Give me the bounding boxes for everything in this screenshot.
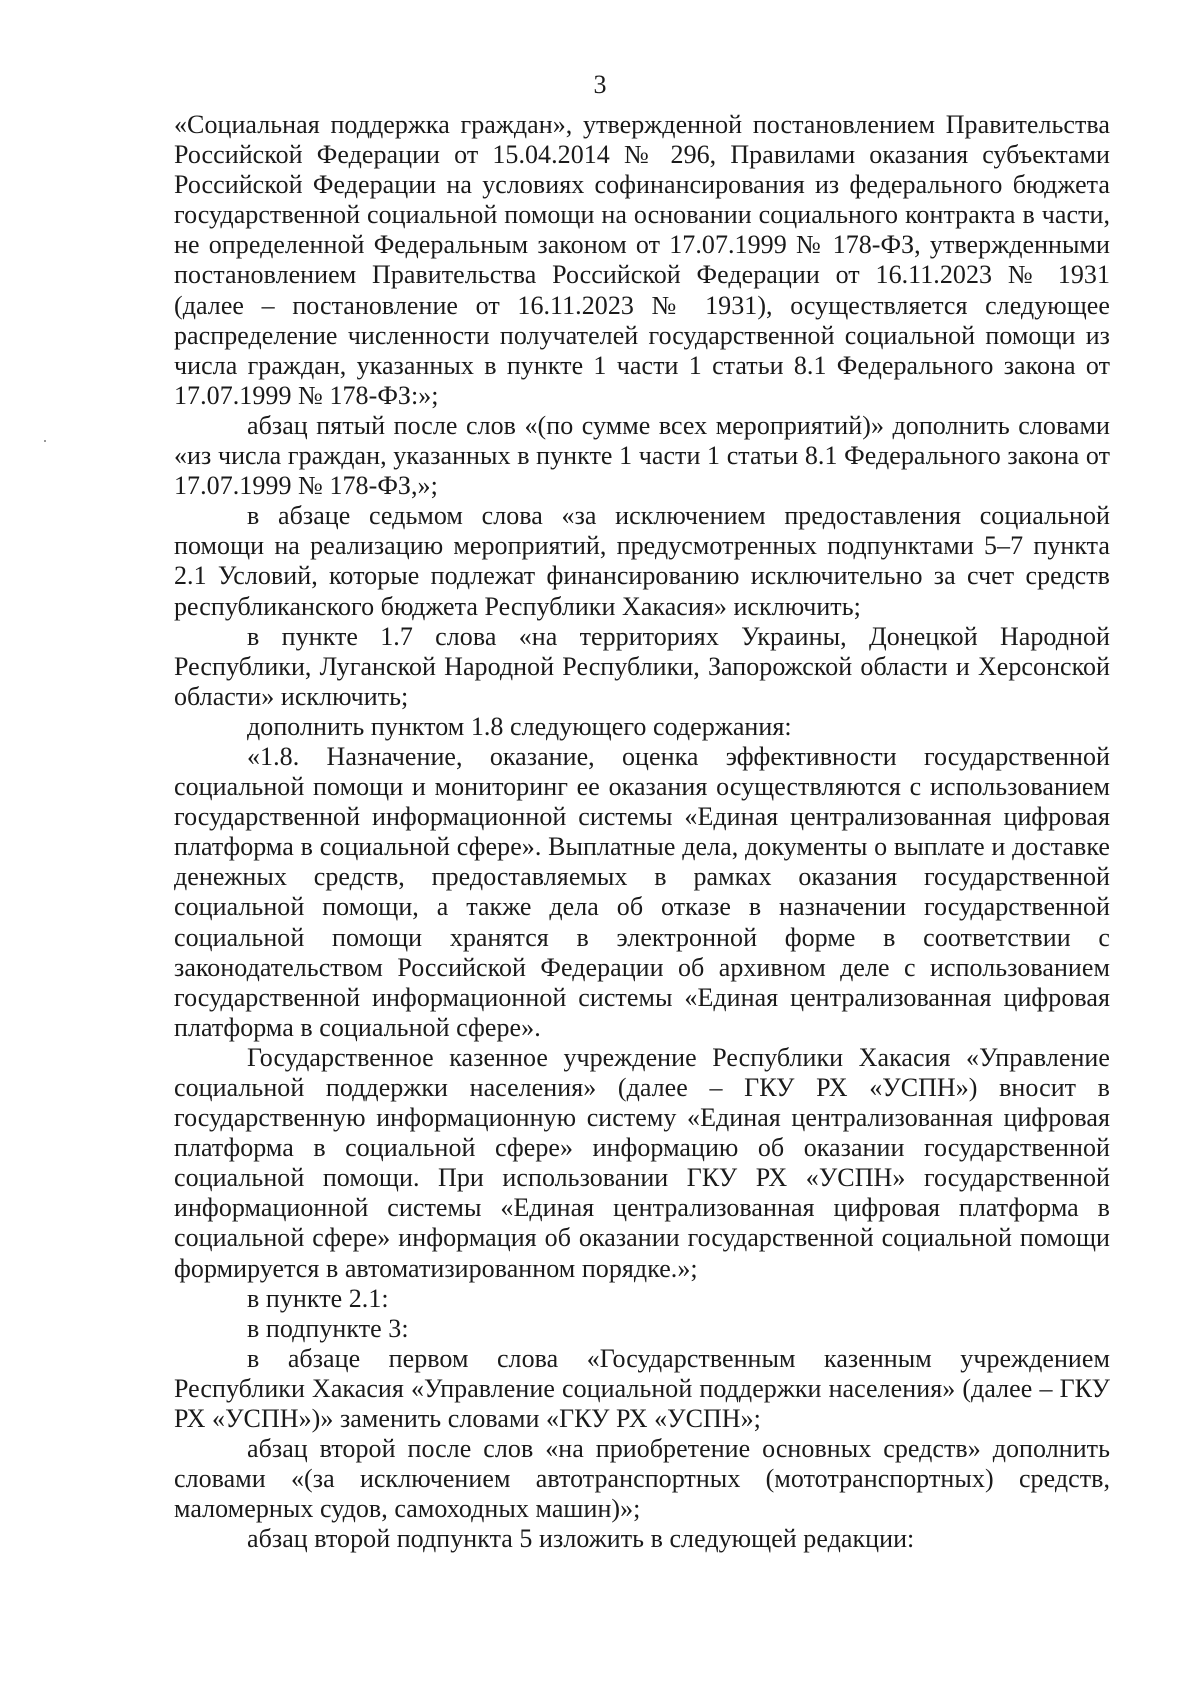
paragraph: в абзаце первом слова «Государственным казенным учреждением Республики Хакасия «Управление социальной поддержки населения» (далее – ГКУ РХ «УСПН»)» заменить словами «ГКУ РХ «УСПН»; (174, 1343, 1110, 1434)
paragraph: абзац второй после слов «на приобретение основных средств» дополнить словами «(за исключением автотранспортных (мототранспортных) средств, маломерных судов, самоходных машин)»; (174, 1434, 1110, 1524)
paragraph: в подпункте 3: (247, 1313, 409, 1343)
paragraph: дополнить пунктом 1.8 следующего содержания: (247, 711, 792, 741)
paragraph: Государственное казенное учреждение Республики Хакасия «Управление социальной поддержки населения» (далее – ГКУ РХ «УСПН») вносит в государственную информационную систему «Единая централизованная цифровая платформа в социальной сфере» информацию об оказании государственной социальной помощи. При использовании ГКУ РХ «УСПН» государственной информационной системы «Единая централизованная цифровая платформа в социальной сфере» информация об оказании государственной социальной помощи формируется в автоматизированном порядке.»; (174, 1042, 1110, 1283)
document-body (174, 110, 1110, 1555)
paragraph: в абзаце седьмом слова «за исключением предоставления социальной помощи на реализацию мероприятий, предусмотренных подпунктами 5–7 пункта 2.1 Условий, которые подлежат финансированию исключительно за счет средств республиканского бюджета Республики Хакасия» исключить; (174, 501, 1110, 621)
paragraph: абзац пятый после слов «(по сумме всех мероприятий)» дополнить словами «из числа граждан, указанных в пункте 1 части 1 статьи 8.1 Федерального закона от 17.07.1999 № 178-ФЗ,»; (174, 410, 1110, 501)
scan-speck (44, 440, 46, 442)
paragraph: в пункте 1.7 слова «на территориях Украины, Донецкой Народной Республики, Луганской Народной Республики, Запорожской области и Херсонской области» исключить; (174, 621, 1110, 711)
paragraph: в пункте 2.1: (247, 1283, 389, 1313)
paragraph: «1.8. Назначение, оказание, оценка эффективности государственной социальной помощи и мониторинг ее оказания осуществляются с использованием государственной информационной системы «Единая централизованная цифровая платформа в социальной сфере». Выплатные дела, документы о выплате и доставке денежных средств, предоставляемых в рамках оказания государственной социальной помощи, а также дела об отказе в назначении государственной социальной помощи хранятся в электронной форме в соответствии с законодательством Российской Федерации об архивном деле с использованием государственной информационной системы «Единая централизованная цифровая платформа в социальной сфере». (174, 741, 1110, 1042)
page-number: 3 (593, 70, 607, 99)
paragraph: абзац второй подпункта 5 изложить в следующей редакции: (247, 1524, 915, 1554)
paragraph: «Социальная поддержка граждан», утвержденной постановлением Правительства Российской Федерации от 15.04.2014 № 296, Правилами оказания субъектами Российской Федерации на условиях софинансирования из федерального бюджета государственной социальной помощи на основании социального контракта в части, не определенной Федеральным законом от 17.07.1999 № 178-ФЗ, утвержденными постановлением Правительства Российской Федерации от 16.11.2023 № 1931 (далее – постановление от 16.11.2023 № 1931), осуществляется следующее распределение численности получателей государственной социальной помощи из числа граждан, указанных в пункте 1 части 1 статьи 8.1 Федерального закона от 17.07.1999 № 178-ФЗ:»; (174, 110, 1110, 410)
